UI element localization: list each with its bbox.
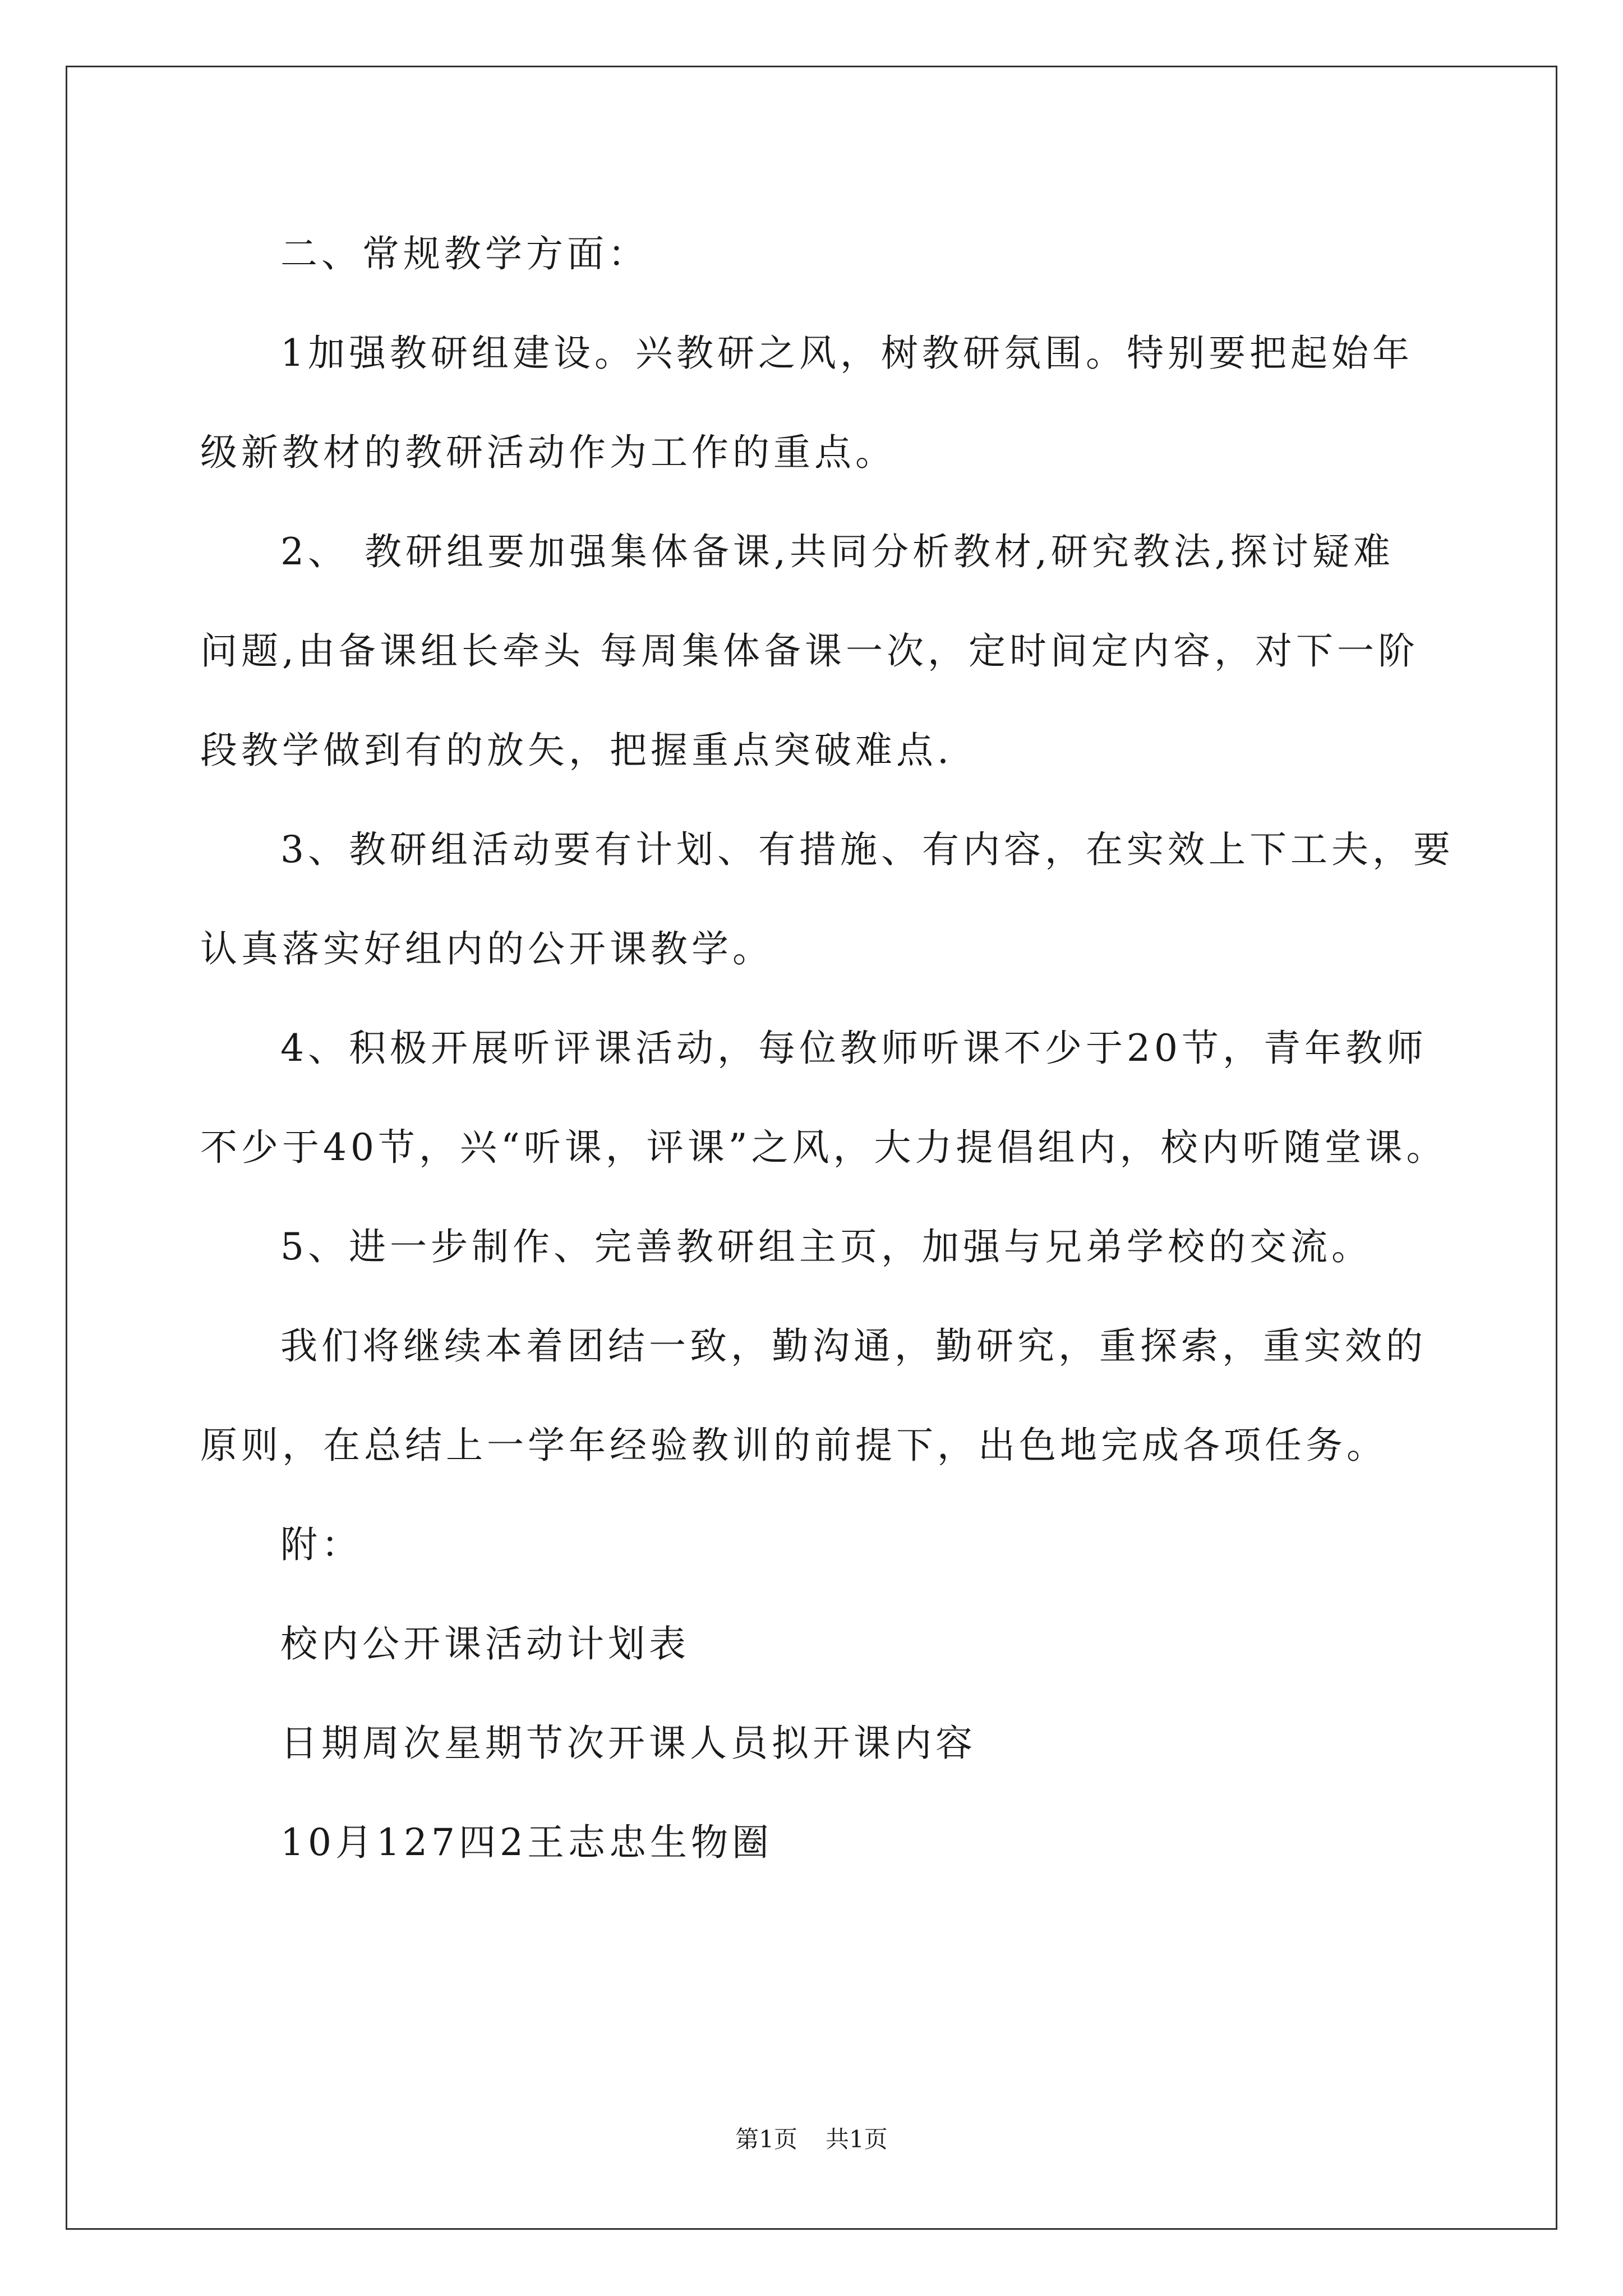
- closing-line-2: 原则，在总结上一学年经验教训的前提下，出色地完成各项任务。: [200, 1424, 1387, 1467]
- table-title: 校内公开课活动计划表: [280, 1622, 690, 1665]
- page-number-total: 共1页: [826, 2125, 888, 2153]
- item-2-line-1: 2、 教研组要加强集体备课,共同分析教材,研究教法,探讨疑难: [280, 530, 1394, 573]
- closing-line-1: 我们将继续本着团结一致，勤沟通，勤研究，重探索，重实效的: [280, 1324, 1427, 1368]
- item-5-line-1: 5、进一步制作、完善教研组主页，加强与兄弟学校的交流。: [280, 1225, 1372, 1268]
- item-4-line-1: 4、积极开展听评课活动，每位教师听课不少于20节，青年教师: [280, 1027, 1427, 1070]
- table-row: 10月127四2王志忠生物圈: [280, 1821, 773, 1864]
- table-header: 日期周次星期节次开课人员拟开课内容: [280, 1722, 976, 1765]
- item-2-line-3: 段教学做到有的放矢，把握重点突破难点.: [200, 729, 953, 772]
- appendix-label: 附：: [280, 1523, 362, 1566]
- item-3-line-1: 3、教研组活动要有计划、有措施、有内容，在实效上下工夫，要: [280, 828, 1454, 871]
- item-2-line-2: 问题,由备课组长牵头 每周集体备课一次，定时间定内容，对下一阶: [200, 629, 1419, 673]
- item-4-line-2: 不少于40节，兴“听课，评课”之风，大力提倡组内，校内听随堂课。: [200, 1126, 1447, 1169]
- section-heading: 二、常规教学方面：: [280, 232, 649, 275]
- item-1-line-2: 级新教材的教研活动作为工作的重点。: [200, 431, 896, 474]
- item-1-line-1: 1加强教研组建设。兴教研之风，树教研氛围。特别要把起始年: [280, 332, 1413, 375]
- page-footer: [0, 2125, 1623, 2153]
- item-3-line-2: 认真落实好组内的公开课教学。: [200, 927, 773, 970]
- page-number-current: 第1页: [735, 2125, 797, 2153]
